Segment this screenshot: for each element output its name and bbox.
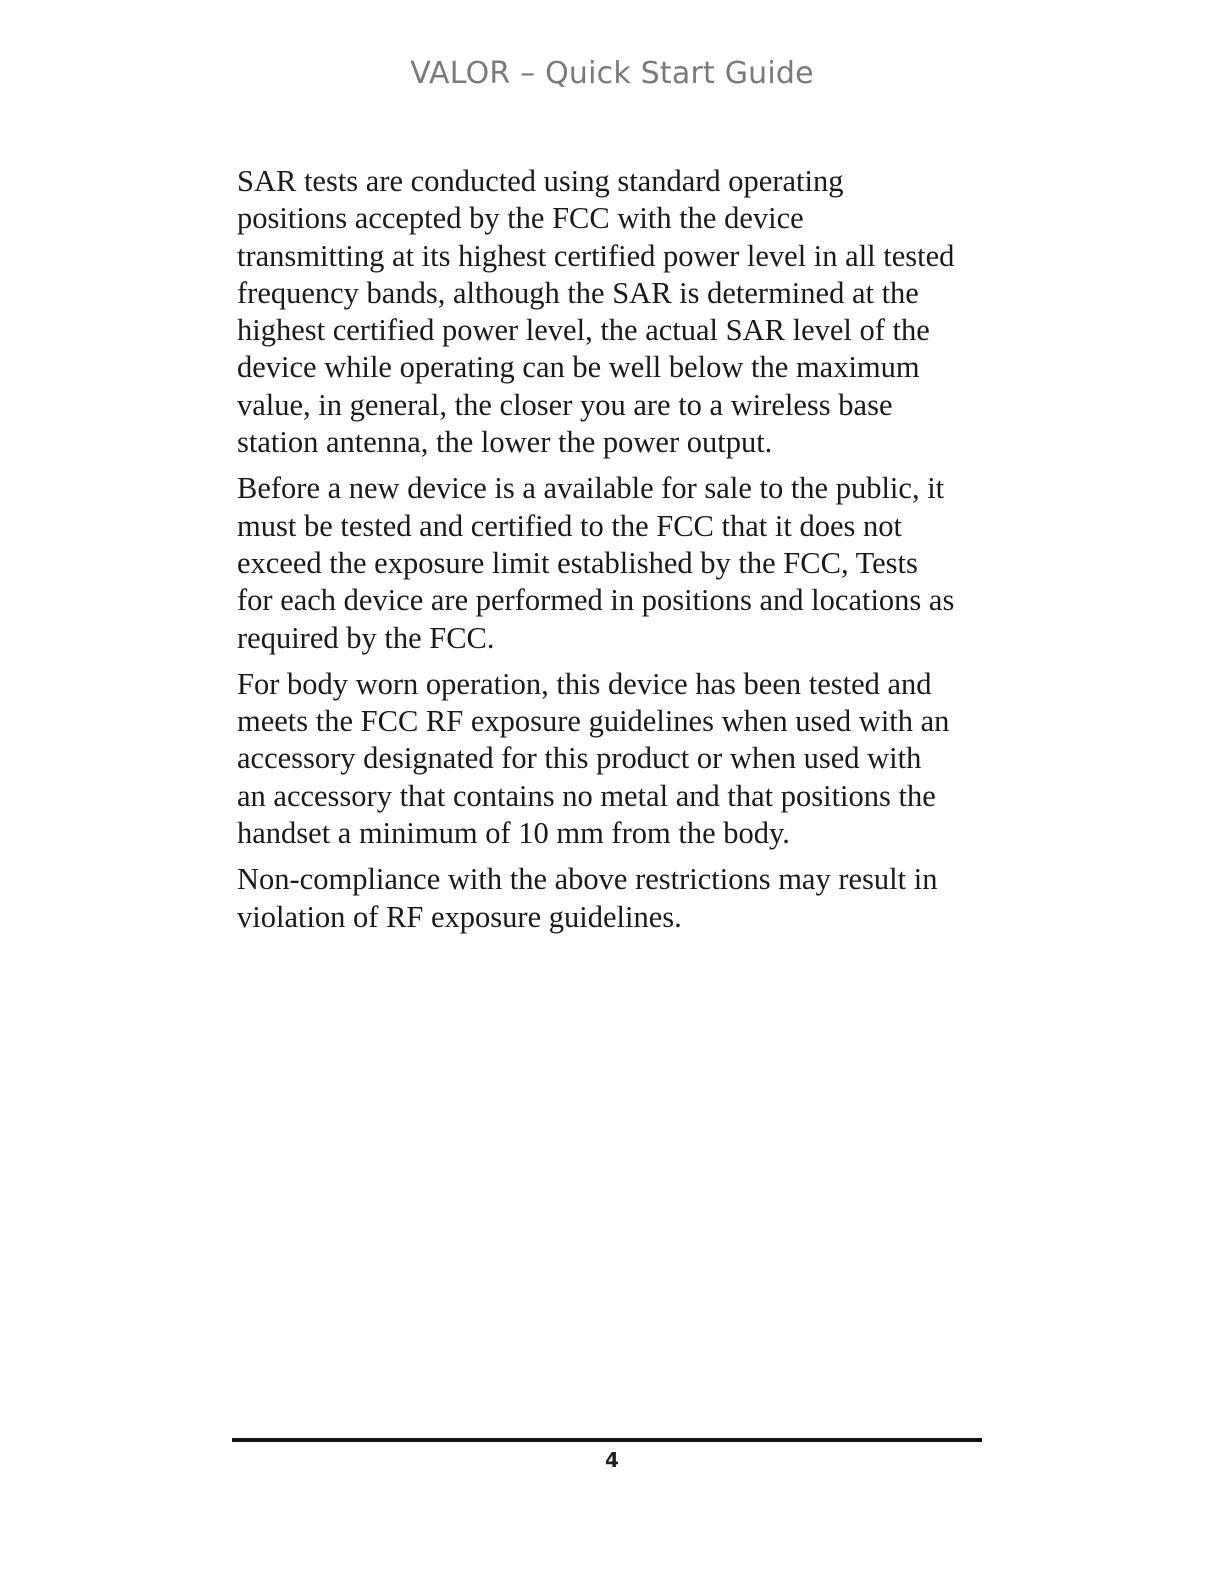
text-line: positions accepted by the FCC with the device (237, 201, 804, 236)
text-line: frequency bands, although the SAR is determined at the (237, 275, 919, 310)
text-line: highest certified power level, the actual SAR level of the (237, 313, 930, 348)
text-line: station antenna, the lower the power output. (237, 425, 773, 460)
text-line: must be tested and certified to the FCC that it does not (237, 508, 902, 543)
paragraph-body-worn (237, 666, 1017, 852)
paragraph-non-compliance (237, 861, 1017, 936)
text-line: Before a new device is a available for sale to the public, it (237, 471, 945, 506)
running-header: VALOR – Quick Start Guide (410, 56, 814, 91)
body-text (237, 163, 1017, 945)
text-line: value, in general, the closer you are to a wireless base (237, 387, 893, 422)
text-line: for each device are performed in positions and locations as (237, 583, 955, 618)
page-number: 4 (605, 1448, 619, 1472)
text-line: device while operating can be well below the maximum (237, 350, 920, 385)
text-line: Non-compliance with the above restrictions may result in (237, 862, 938, 897)
text-line: For body worn operation, this device has been tested and (237, 666, 932, 701)
text-line: exceed the exposure limit established by the FCC, Tests (237, 545, 918, 580)
paragraph-sar-tests (237, 163, 1017, 461)
text-line: an accessory that contains no metal and that positions the (237, 778, 936, 813)
text-line: handset a minimum of 10 mm from the body. (237, 816, 790, 851)
text-line: SAR tests are conducted using standard operating (237, 164, 844, 198)
paragraph-certification (237, 470, 1017, 656)
text-line: violation of RF exposure guidelines. (237, 899, 682, 934)
text-line: transmitting at its highest certified power level in all tested (237, 238, 955, 273)
text-line: accessory designated for this product or when used with (237, 741, 922, 776)
text-line: required by the FCC. (237, 620, 495, 655)
text-line: meets the FCC RF exposure guidelines when used with an (237, 704, 950, 739)
footer-divider (232, 1438, 982, 1442)
